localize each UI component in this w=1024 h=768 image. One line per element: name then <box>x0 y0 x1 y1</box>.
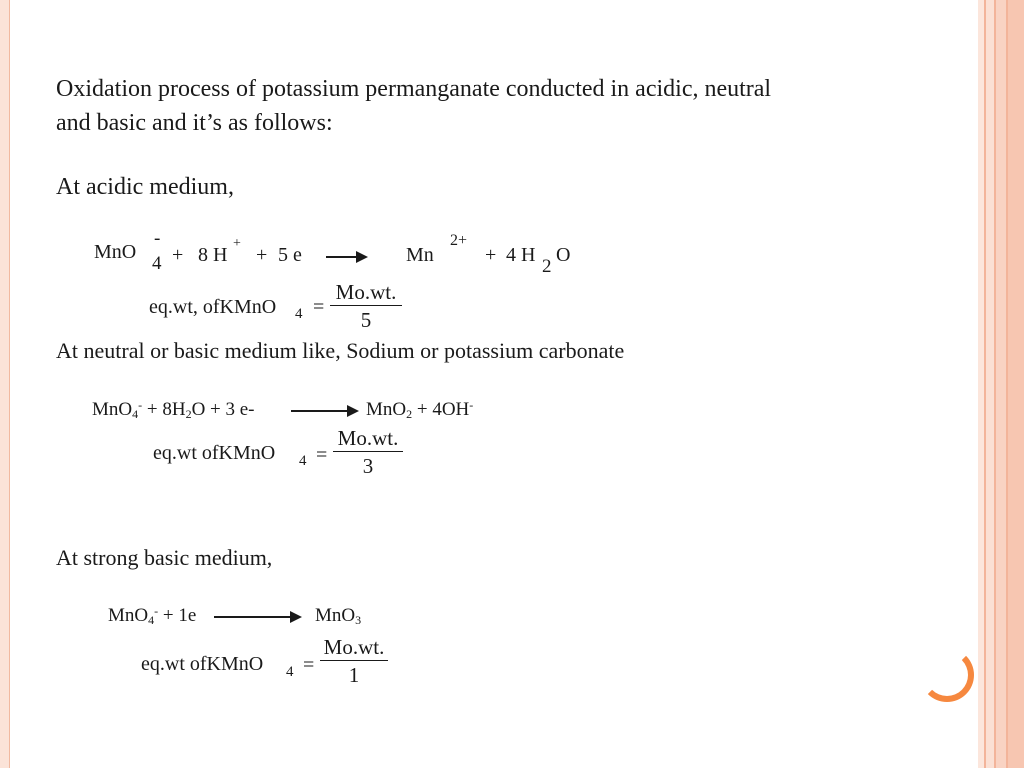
strong-fraction-numerator: Mo.wt. <box>320 634 388 661</box>
strong-rhs-mno: MnO <box>315 605 356 626</box>
neutral-eqwt-subscript: 4 <box>299 453 307 469</box>
neutral-fraction <box>333 425 403 480</box>
left-border <box>0 0 10 768</box>
acidic-plus-1: + <box>172 244 184 266</box>
acidic-hydrogen-charge: + <box>233 236 241 251</box>
acidic-eqwt-subscript: 4 <box>295 306 303 322</box>
acidic-eqwt-label: eq.wt, ofKMnO <box>149 296 277 318</box>
neutral-arrow-icon <box>291 410 357 412</box>
strong-eqwt-subscript: 4 <box>286 664 294 680</box>
acidic-hydrogen: 8 H <box>198 244 228 266</box>
acidic-plus-3: + <box>485 244 497 266</box>
acidic-electrons: 5 e <box>278 244 302 266</box>
strong-lhs <box>108 605 196 627</box>
border-strip <box>996 0 1006 768</box>
neutral-rhs <box>366 399 473 421</box>
neutral-rhs-charge: - <box>469 398 474 412</box>
strong-heading: At strong basic medium, <box>56 545 273 570</box>
intro-line-2: and basic and it’s as follows: <box>56 110 333 136</box>
neutral-rhs-tail: + 4OH <box>412 399 470 420</box>
neutral-lhs-mno: MnO <box>92 399 133 420</box>
right-decorative-border <box>978 0 1024 768</box>
neutral-lhs-charge: - <box>138 398 143 412</box>
acidic-water-o: O <box>556 244 571 266</box>
strong-arrow-icon <box>214 616 300 618</box>
strong-lhs-mno: MnO <box>108 605 149 626</box>
acidic-mn: Mn <box>406 244 434 266</box>
strong-eqwt-label: eq.wt ofKMnO <box>141 653 264 675</box>
acidic-plus-2: + <box>256 244 268 266</box>
acidic-mno-charge: - <box>154 228 161 249</box>
neutral-eqwt-equals: = <box>316 444 328 466</box>
acidic-fraction-denominator: 5 <box>360 308 372 332</box>
neutral-fraction-numerator: Mo.wt. <box>333 425 403 452</box>
strong-fraction-denominator: 1 <box>348 663 360 687</box>
acidic-heading: At acidic medium, <box>56 174 234 200</box>
acidic-fraction-numerator: Mo.wt. <box>330 279 402 306</box>
neutral-fraction-denominator: 3 <box>362 454 374 478</box>
acidic-water-subscript: 2 <box>542 256 552 277</box>
strong-rhs <box>315 605 361 627</box>
acidic-mn-charge: 2+ <box>450 232 468 249</box>
strong-rhs-subscript: 3 <box>355 613 362 627</box>
strong-fraction <box>320 634 388 689</box>
border-strip <box>1008 0 1024 768</box>
strong-lhs-charge: - <box>154 604 159 618</box>
acidic-arrow-icon <box>326 256 366 258</box>
intro-line-1: Oxidation process of potassium permanganate conducted in acidic, neutral <box>56 76 772 102</box>
neutral-lhs <box>92 399 255 421</box>
border-strip <box>986 0 994 768</box>
strong-lhs-tail: + 1e <box>158 605 197 626</box>
acidic-water-h: 4 H <box>506 244 536 266</box>
strong-eqwt-equals: = <box>303 654 315 676</box>
acidic-mno: MnO <box>94 241 137 263</box>
acidic-fraction <box>330 279 402 334</box>
neutral-lhs-water-subscript: 2 <box>185 407 192 421</box>
neutral-rhs-mno: MnO <box>366 399 407 420</box>
neutral-lhs-water-h: + 8H <box>142 399 186 420</box>
neutral-rhs-subscript: 2 <box>406 407 413 421</box>
acidic-eqwt-equals: = <box>313 296 325 318</box>
neutral-lhs-subscript: 4 <box>132 407 139 421</box>
decorative-ring-icon <box>920 648 974 702</box>
neutral-eqwt-label: eq.wt ofKMnO <box>153 442 276 464</box>
strong-lhs-subscript: 4 <box>148 613 155 627</box>
neutral-heading: At neutral or basic medium like, Sodium or potassium carbonate <box>56 338 625 363</box>
acidic-mno-subscript: 4 <box>152 253 162 274</box>
neutral-lhs-tail: O + 3 e- <box>191 399 255 420</box>
